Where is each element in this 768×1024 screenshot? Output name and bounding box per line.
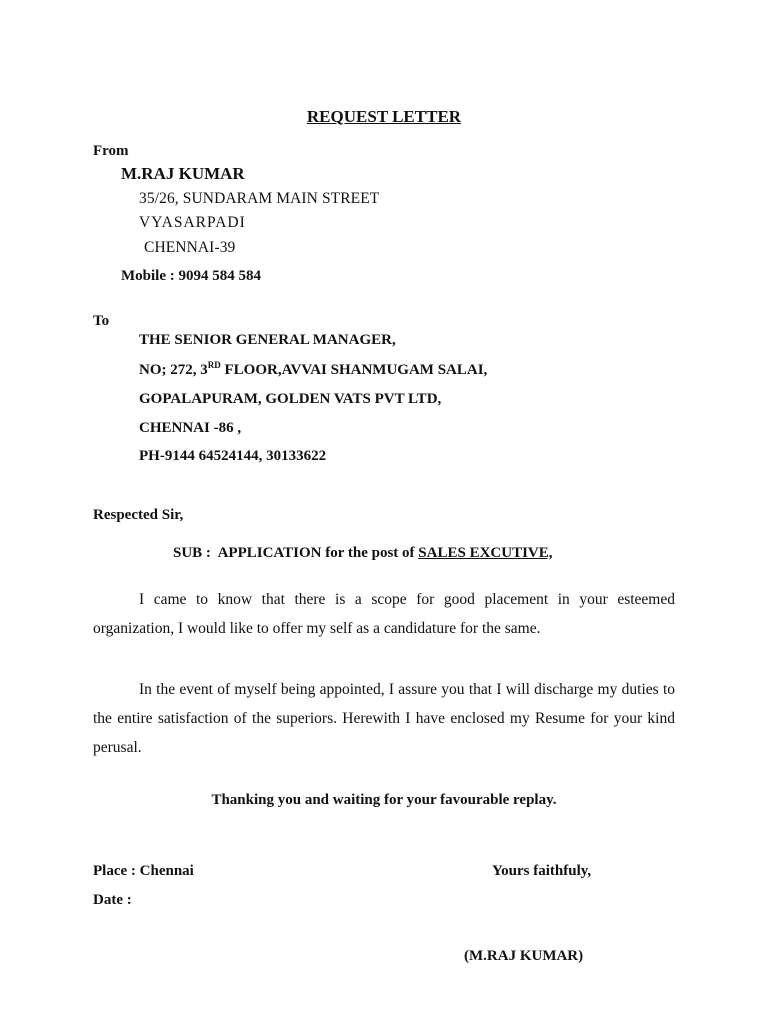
recipient-line1: THE SENIOR GENERAL MANAGER, [139, 332, 396, 348]
sender-address-line1: 35/26, SUNDARAM MAIN STREET [139, 190, 380, 207]
body-paragraph-2 [93, 675, 675, 762]
subject-prefix: SUB : APPLICATION for the post of [173, 545, 419, 561]
yours-faithfully: Yours faithfuly, [492, 863, 592, 879]
salutation: Respected Sir, [93, 507, 184, 523]
from-label: From [93, 143, 129, 159]
recipient-line4: CHENNAI -86 , [139, 420, 242, 436]
closing-line: Thanking you and waiting for your favourable replay. [211, 792, 557, 808]
recipient-line3: GOPALAPURAM, GOLDEN VATS PVT LTD, [139, 391, 442, 407]
recipient-line2-suffix: FLOOR,AVVAI SHANMUGAM SALAI, [220, 362, 488, 378]
recipient-line2 [139, 362, 487, 379]
place-line: Place : Chennai [93, 863, 194, 879]
subject-post: SALES EXCUTIVE, [418, 545, 553, 561]
subject-line [173, 545, 553, 562]
sender-address-line2: VYASARPADI [139, 214, 246, 231]
sender-name: M.RAJ KUMAR [121, 164, 245, 183]
recipient-line5: PH-9144 64524144, 30133622 [139, 448, 327, 464]
date-line: Date : [93, 892, 132, 908]
body-paragraph-2-text: In the event of myself being appointed, I assure you that I will discharge my duties to the entire satisfaction of the superiors. Herewith I have enclosed my Resume for your kind perusal. [93, 681, 675, 756]
sender-address-line3: CHENNAI-39 [144, 239, 236, 256]
body-paragraph-1 [93, 585, 675, 643]
recipient-line2-sup: RD [207, 360, 221, 370]
to-label: To [93, 313, 110, 329]
recipient-line2-prefix: NO; 272, 3 [139, 362, 208, 378]
signature-name: (M.RAJ KUMAR) [464, 948, 584, 964]
sender-mobile: Mobile : 9094 584 584 [121, 268, 261, 284]
letter-title: REQUEST LETTER [306, 107, 462, 126]
body-paragraph-1-text: I came to know that there is a scope for good placement in your esteemed organization, I would like to offer my self as a candidature for the same. [93, 591, 675, 637]
